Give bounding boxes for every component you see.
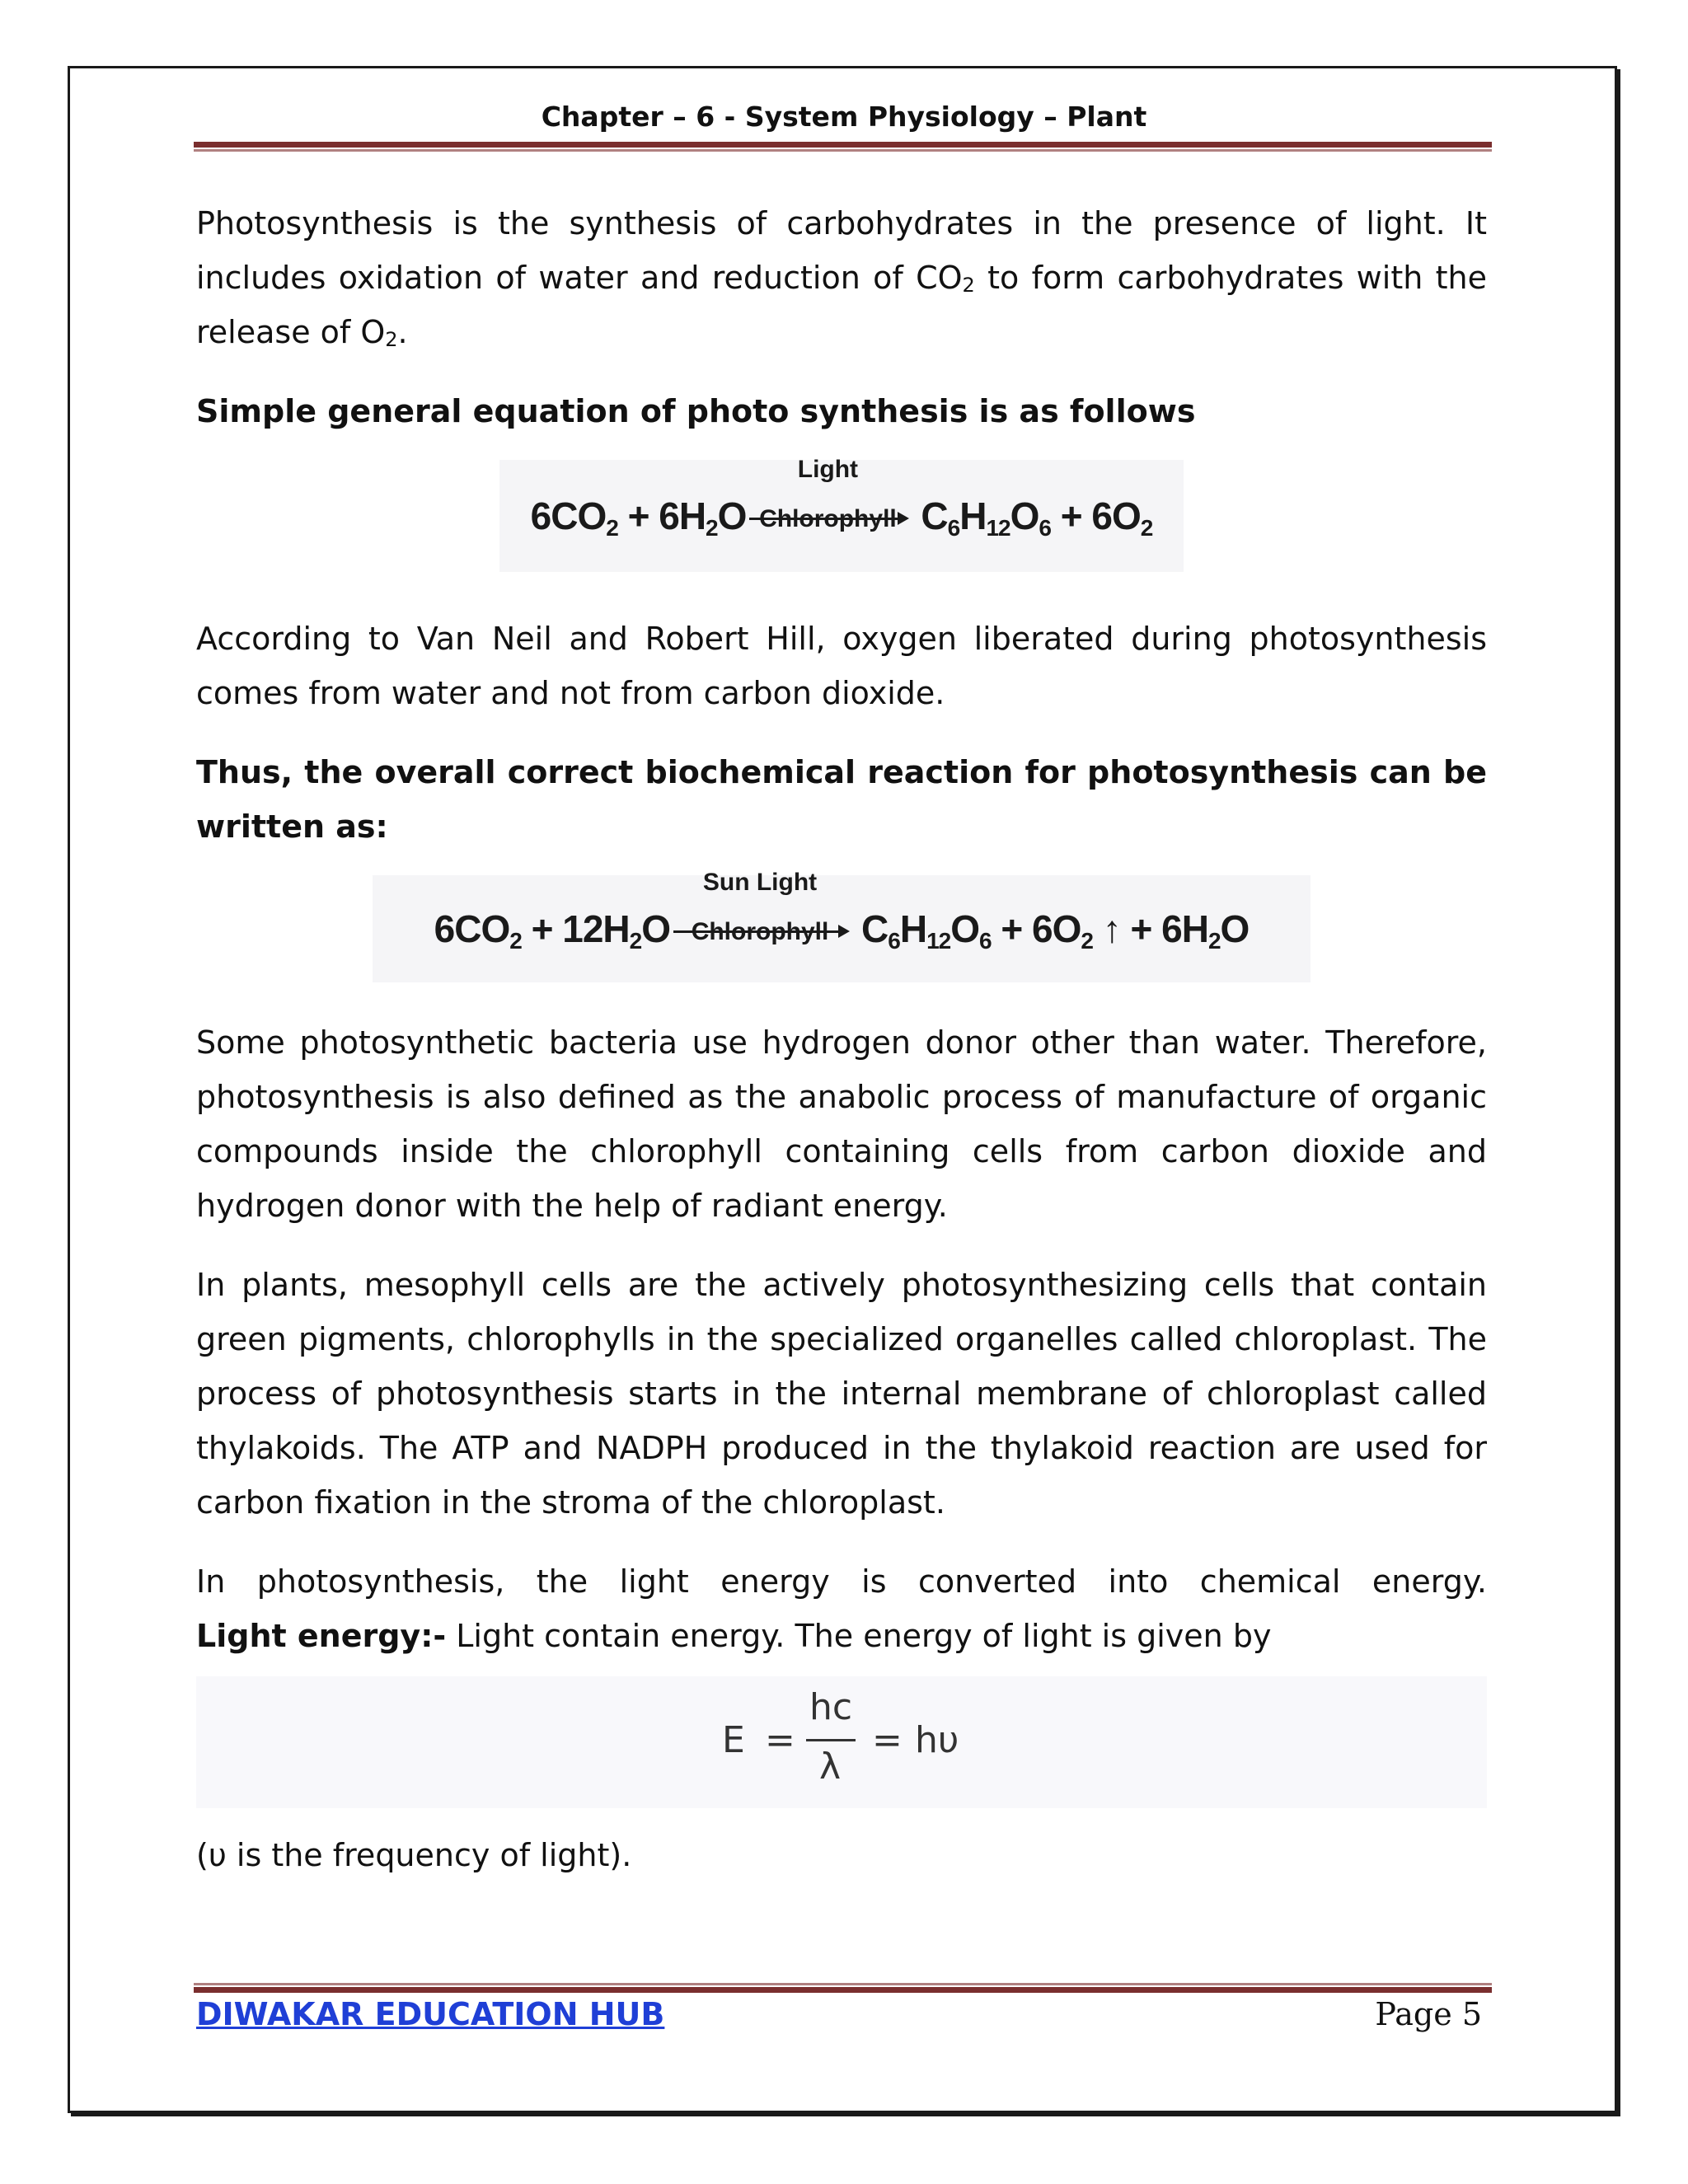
formula-lhs: E bbox=[722, 1719, 745, 1761]
heading-overall-reaction: Thus, the overall correct biochemical reaction for photosynthesis can be written as: bbox=[196, 754, 1487, 845]
footer-rule bbox=[194, 1983, 1492, 1993]
formula-rhs: hυ bbox=[915, 1719, 959, 1761]
paragraph-frequency-note: (υ is the frequency of light). bbox=[196, 1837, 632, 1873]
formula-fraction-bar bbox=[806, 1739, 856, 1741]
p1-text-a: Photosynthesis is the synthesis of carbohydrates in the presence of light. It includes oxidation of water and reduction of CO bbox=[196, 205, 1487, 296]
eq1-right: $C_6H_{12}O_6 + 6O_2$ bbox=[921, 494, 1153, 541]
energy-formula bbox=[196, 1676, 1487, 1808]
chapter-header: Chapter – 6 - System Physiology – Plant bbox=[541, 101, 1147, 133]
formula-denominator: λ bbox=[819, 1746, 842, 1788]
p1-sub-2: 2 bbox=[385, 328, 398, 351]
formula-equals-2: = bbox=[872, 1719, 903, 1761]
p1-sub-1: 2 bbox=[962, 274, 975, 297]
p1-text-c: . bbox=[397, 314, 408, 350]
footer-brand-link[interactable]: DIWAKAR EDUCATION HUB bbox=[196, 1996, 665, 2032]
eq2-arrow bbox=[673, 869, 846, 951]
p5-text-a: In photosynthesis, the light energy is converted into chemical energy. bbox=[196, 1563, 1487, 1600]
eq2-right: $C_6H_{12}O_6 + 6O_2$ ↑ + $6H_2O$ bbox=[861, 907, 1250, 954]
eq1-left: $6CO_2 + 6H_2O$ bbox=[530, 494, 747, 541]
formula-equals-1: = bbox=[765, 1719, 795, 1761]
page-number: Page 5 bbox=[1375, 1996, 1482, 2032]
eq2-above-label: Sun Light bbox=[702, 869, 818, 896]
page-content bbox=[196, 196, 1487, 1907]
eq2-below-label: Chlorophyll bbox=[691, 918, 829, 945]
heading-general-equation: Simple general equation of photo synthesis is as follows bbox=[196, 393, 1196, 429]
paragraph-bacteria: Some photosynthetic bacteria use hydrogen donor other than water. Therefore, photosynthesis is also defined as the anabolic process of manufacture of organic compounds inside the chlorophyll containing cells from carbon dioxide and hydrogen donor with the help of radiant energy. bbox=[196, 1024, 1487, 1224]
paragraph-mesophyll: In plants, mesophyll cells are the actively photosynthesizing cells that contain green pigments, chlorophylls in the specialized organelles called chloroplast. The process of photosynthesis starts in the internal membrane of chloroplast called thylakoids. The ATP and NADPH produced in the thylakoid reaction are used for carbon fixation in the stroma of the chloroplast. bbox=[196, 1267, 1487, 1521]
light-energy-label: Light energy:- bbox=[196, 1618, 447, 1654]
formula-numerator: hc bbox=[809, 1686, 853, 1728]
eq1-above-label: Light bbox=[797, 456, 859, 483]
paragraph-van-neil: According to Van Neil and Robert Hill, oxygen liberated during photosynthesis comes from water and not from carbon dioxide. bbox=[196, 621, 1487, 711]
equation-general bbox=[499, 456, 1184, 572]
equation-overall bbox=[373, 869, 1311, 982]
header-rule bbox=[194, 142, 1492, 152]
paragraph-light-energy bbox=[196, 1554, 1487, 1663]
eq1-below-label: Chlorophyll bbox=[759, 505, 897, 532]
p5-text-b: Light contain energy. The energy of light is given by bbox=[446, 1618, 1272, 1654]
eq1-arrow bbox=[749, 456, 906, 538]
paragraph-definition bbox=[196, 196, 1487, 359]
eq2-left: $6CO_2 + 12H_2O$ bbox=[434, 907, 671, 954]
p1-text-b: to form carbohydrates with the release of O bbox=[196, 260, 1487, 350]
